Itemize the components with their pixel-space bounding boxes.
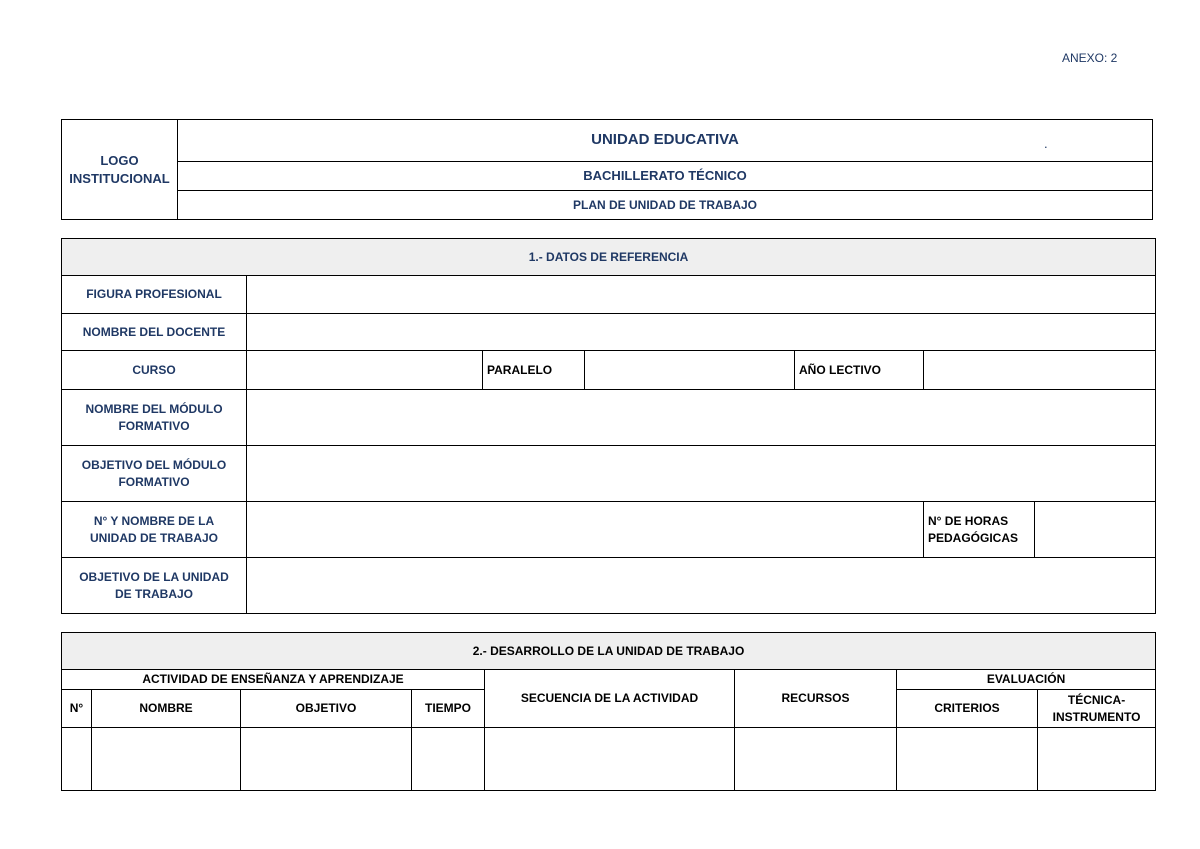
curso-label: CURSO [62, 351, 247, 390]
modulo-label-line2: FORMATIVO [118, 418, 190, 433]
reference-table [61, 238, 1156, 614]
objetivo-modulo-label [62, 446, 247, 502]
horas-field[interactable] [1035, 502, 1156, 558]
col-no: N° [62, 690, 92, 728]
col-tiempo: TIEMPO [412, 690, 485, 728]
horas-label-line2: PEDAGÓGICAS [928, 530, 1019, 545]
cell-objetivo[interactable] [241, 728, 412, 791]
horas-label-line1: N° DE HORAS [928, 514, 1009, 529]
unidad-label-line1: N° Y NOMBRE DE LA [93, 514, 215, 529]
col-nombre: NOMBRE [92, 690, 241, 728]
development-section-title: 2.- DESARROLLO DE LA UNIDAD DE TRABAJO [62, 633, 1156, 670]
col-tecnica-line1: TÉCNICA- [1067, 693, 1126, 708]
docente-field[interactable] [247, 314, 1156, 351]
objetivo-unidad-label [62, 558, 247, 614]
plan-title: PLAN DE UNIDAD DE TRABAJO [178, 191, 1153, 220]
logo-label-line1: LOGO [100, 152, 139, 168]
cell-tiempo[interactable] [412, 728, 485, 791]
modulo-label [62, 390, 247, 446]
figura-label: FIGURA PROFESIONAL [62, 276, 247, 314]
docente-label: NOMBRE DEL DOCENTE [62, 314, 247, 351]
cell-recursos[interactable] [735, 728, 897, 791]
cell-no[interactable] [62, 728, 92, 791]
reference-section-title: 1.- DATOS DE REFERENCIA [62, 239, 1156, 276]
col-tecnica [1038, 690, 1156, 728]
unidad-label [62, 502, 247, 558]
program-title: BACHILLERATO TÉCNICO [178, 162, 1153, 191]
logo-placeholder [62, 120, 178, 220]
figura-field[interactable] [247, 276, 1156, 314]
evaluation-group-header: EVALUACIÓN [897, 670, 1156, 690]
table-row [62, 728, 1156, 791]
anio-lectivo-label: AÑO LECTIVO [795, 351, 924, 390]
modulo-label-line1: NOMBRE DEL MÓDULO [85, 402, 223, 417]
horas-label [924, 502, 1035, 558]
annex-label: ANEXO: 2 [1062, 51, 1118, 65]
col-criterios: CRITERIOS [897, 690, 1038, 728]
objetivo-modulo-label-line2: FORMATIVO [118, 474, 190, 489]
institution-title: UNIDAD EDUCATIVA [178, 120, 1153, 162]
header-dot: . [1044, 136, 1048, 151]
header-table [61, 119, 1153, 220]
cell-tecnica[interactable] [1038, 728, 1156, 791]
col-secuencia: SECUENCIA DE LA ACTIVIDAD [485, 670, 735, 728]
unidad-field[interactable] [247, 502, 924, 558]
curso-field[interactable] [247, 351, 483, 390]
col-objetivo: OBJETIVO [241, 690, 412, 728]
objetivo-unidad-label-line2: DE TRABAJO [114, 586, 193, 601]
objetivo-modulo-field[interactable] [247, 446, 1156, 502]
activity-group-header: ACTIVIDAD DE ENSEÑANZA Y APRENDIZAJE [62, 670, 485, 690]
unidad-label-line2: UNIDAD DE TRABAJO [89, 530, 218, 545]
paralelo-field[interactable] [585, 351, 795, 390]
logo-label-line2: INSTITUCIONAL [69, 170, 170, 186]
paralelo-label: PARALELO [483, 351, 585, 390]
modulo-field[interactable] [247, 390, 1156, 446]
development-table [61, 632, 1156, 791]
anio-lectivo-field[interactable] [924, 351, 1156, 390]
cell-nombre[interactable] [92, 728, 241, 791]
objetivo-unidad-field[interactable] [247, 558, 1156, 614]
cell-secuencia[interactable] [485, 728, 735, 791]
objetivo-unidad-label-line1: OBJETIVO DE LA UNIDAD [79, 570, 229, 585]
objetivo-modulo-label-line1: OBJETIVO DEL MÓDULO [81, 458, 227, 473]
col-tecnica-line2: INSTRUMENTO [1052, 709, 1141, 724]
cell-criterios[interactable] [897, 728, 1038, 791]
col-recursos: RECURSOS [735, 670, 897, 728]
